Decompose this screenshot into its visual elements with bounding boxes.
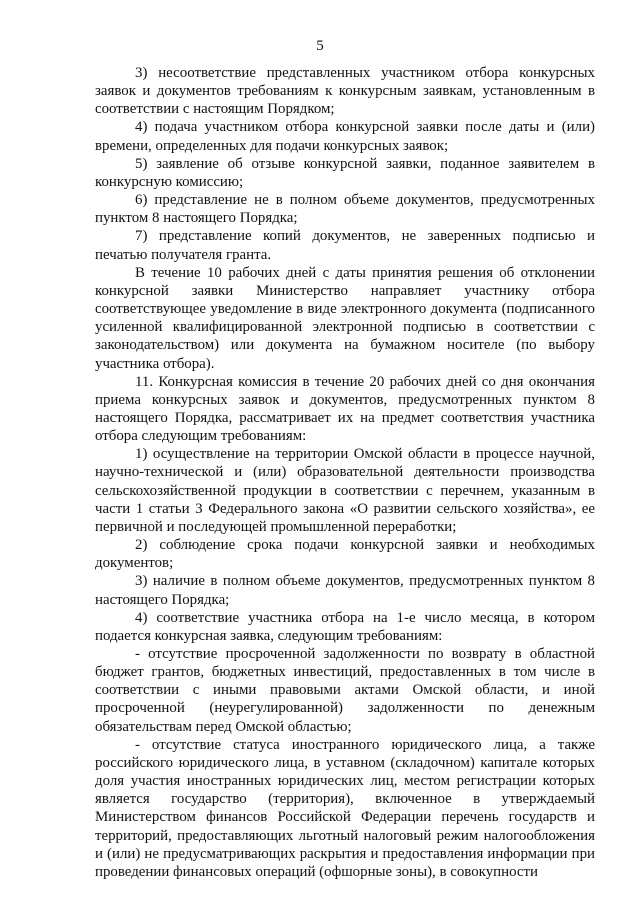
document-body [95,64,595,881]
paragraph-section-11: 11. Конкурсная комиссия в течение 20 рабочих дней со дня окончания приема конкурсных заявок и документов, предусмотренных пунктом 8 настоящего Порядка, рассматривает их на предмет соответствия участника отбора следующим требованиям: [95,373,595,445]
paragraph-dash-foreign-status: - отсутствие статуса иностранного юридического лица, а также российского юридического лица, в уставном (складочном) капитале которых доля участия иностранных юридических лиц, местом регистрации которых является государство (территория), включенное в утверждаемый Министерством финансов Российской Федерации перечень государств и территорий, предоставляющих льготный налоговый режим налогообложения и (или) не предусматривающих раскрытия и предоставления информации при проведении финансовых операций (офшорные зоны), в совокупности [95,736,595,880]
paragraph-item-7: 7) представление копий документов, не заверенных подписью и печатью получателя гранта. [95,228,595,263]
page-number: 5 [316,38,324,54]
paragraph-requirement-1: 1) осуществление на территории Омской области в процессе научной, научно-технической и (или) образовательной деятельности производства сельскохозяйственной продукции в соответствии с перечнем, указанным в части 1 статьи 3 Федерального закона «О развитии сельского хозяйства», ее первичной и последующей промышленной переработки; [95,446,595,535]
paragraph-requirement-3: 3) наличие в полном объеме документов, предусмотренных пунктом 8 настоящего Порядка; [95,573,595,608]
paragraph-requirement-4: 4) соответствие участника отбора на 1-е число месяца, в котором подается конкурсная заявка, следующим требованиям: [95,609,595,644]
paragraph-item-4: 4) подача участником отбора конкурсной заявки после даты и (или) времени, определенных для подачи конкурсных заявок; [95,119,595,154]
paragraph-dash-debt: - отсутствие просроченной задолженности по возврату в областной бюджет грантов, бюджетных инвестиций, предоставленных в том числе в соответствии с иными правовыми актами Омской области, и иной просроченной (неурегулированной) задолженности по денежным обязательствам перед Омской областью; [95,646,595,735]
paragraph-item-5: 5) заявление об отзыве конкурсной заявки, поданное заявителем в конкурсную комиссию; [95,155,595,190]
paragraph-requirement-2: 2) соблюдение срока подачи конкурсной заявки и необходимых документов; [95,537,595,572]
paragraph-rejection-notice: В течение 10 рабочих дней с даты принятия решения об отклонении конкурсной заявки Министерство направляет участнику отбора соответствующее уведомление в виде электронного документа (подписанного усиленной квалифицированной электронной подписью в соответствии с законодательством) или документа на бумажном носителе (по выбору участника отбора). [95,264,595,372]
paragraph-item-6: 6) представление не в полном объеме документов, предусмотренных пунктом 8 настоящего Порядка; [95,192,595,227]
paragraph-item-3: 3) несоответствие представленных участником отбора конкурсных заявок и документов требованиям к конкурсным заявкам, установленным в соответствии с настоящим Порядком; [95,65,595,118]
